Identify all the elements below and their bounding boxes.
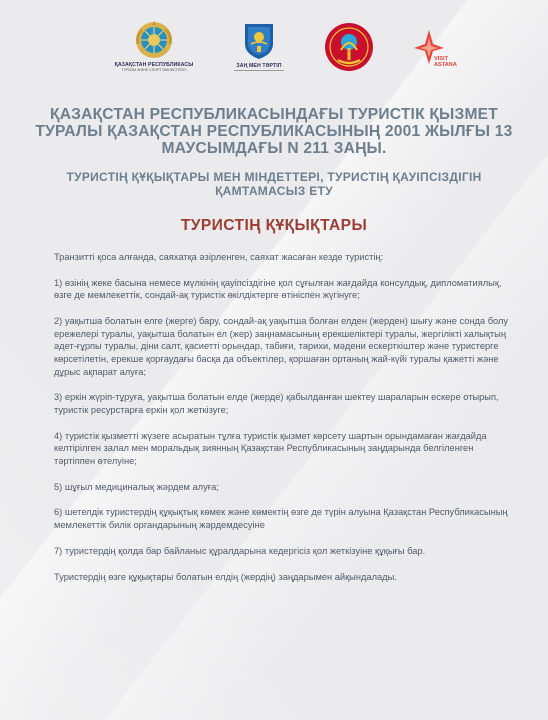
- paragraph-item-2: 2) уақытша болатын елге (жерге) бару, сондай-ақ уақытша болған елден (жерден) шығу және сонда болу ережелері туралы, уақытша болатын ел (жер) заңнамасының ерекшеліктері туралы, жергілікті халықтың әдет-ғұрпы туралы, діни салт, қасиетті орындар, табиғи, тарихи, мәдени ескерткіштер және туристерге көрсетілетін, ерекше қорғаудағы басқа да объектілер, қоршаған ортаның жай-күйі туралы қажетті және дұрыс ақпарат алуға;: [54, 316, 509, 377]
- paragraph-item-7: 7) туристердің қолда бар байланыс құралдарына кедергісіз қол жеткізуіне құқығы бар.: [54, 545, 426, 556]
- visit-astana-line2: ASTANA: [434, 62, 457, 68]
- section-subtitle: ТУРИСТІҢ ҚҰҚЫҚТАРЫ МЕН МІНДЕТТЕРІ, ТУРИСТІҢ ҚАУІПСІЗДІГІН ҚАМТАМАСЫЗ ЕТУ: [66, 170, 482, 198]
- emblem-sub-caption: ТУРИЗМ ЖӘНЕ СПОРТ МИНИСТРЛІГІ: [121, 68, 187, 72]
- visit-astana-wordmark: [434, 56, 457, 68]
- rights-heading: ТУРИСТІҢ ҚҰҚЫҚТАРЫ: [180, 217, 368, 234]
- visit-astana-logo: [412, 28, 464, 66]
- paragraph-item-5: 5) шұғыл медициналық жәрдем алуға;: [54, 481, 219, 492]
- astana-seal-logo: [323, 22, 375, 72]
- paragraph-item-1: 1) өзінің жеке басына немесе мүлкінің қауіпсіздігіне қол сұғылған жағдайда консулдық, дипломатиялық, өзге де мемлекеттік, сондай-ақ туристік өкілдіктерге өтініспен жүгінуге;: [54, 277, 502, 301]
- paragraph-item-3: 3) еркін жүріп-тұруға, уақытша болатын елде (жерде) қабылданған шектеу шараларын ескере отырып, туристік ресурстарға еркін қол жеткізуге;: [54, 392, 499, 415]
- kazakhstan-emblem-icon: [134, 20, 174, 60]
- zan-underline: [234, 70, 284, 74]
- zan-men-tartip-icon: [243, 22, 275, 60]
- paragraph-item-4: 4) туристік қызметті жүзеге асыратын тұлға туристік қызмет көрсету шартын орындамаған жағдайда келтірілген залал мен моральдық зиянның Қазақстан Республикасының заңдарында белгіленген тәртіппен өтелуіне;: [54, 430, 487, 466]
- rights-body: [54, 251, 516, 596]
- visit-astana-line1: VISIT: [434, 56, 448, 62]
- emblem-caption: ҚАЗАҚСТАН РЕСПУБЛИКАСЫ: [114, 62, 194, 68]
- law-title: ҚАЗАҚСТАН РЕСПУБЛИКАСЫНДАҒЫ ТУРИСТІК ҚЫЗМЕТ ТУРАЛЫ ҚАЗАҚСТАН РЕСПУБЛИКАСЫНЫҢ 2001 ЖЫЛҒЫ 13 МАУСЫМДАҒЫ N 211 ЗАҢЫ.: [35, 106, 513, 157]
- zan-caption: ЗАҢ МЕН ТӘРТІП: [236, 63, 282, 69]
- kazakhstan-emblem-logo: [111, 20, 197, 72]
- astana-seal-icon: [324, 22, 374, 72]
- logo-bar: [0, 20, 548, 92]
- zan-men-tartip-logo: [228, 22, 290, 74]
- paragraph-item-6: 6) шетелдік туристердің құқықтық көмек және көмектің өзге де түрін алуына Қазақстан Республикасының мемлекеттік билік органдарының жәрдемдесуіне: [54, 507, 508, 531]
- paragraph-closing: Туристердің өзге құқықтары болатын елдің (жердің) заңдарымен айқындалады.: [54, 571, 397, 582]
- paragraph-intro: Транзитті қоса алғанда, саяхатқа әзірленген, саяхат жасаған кезде туристің:: [54, 252, 384, 262]
